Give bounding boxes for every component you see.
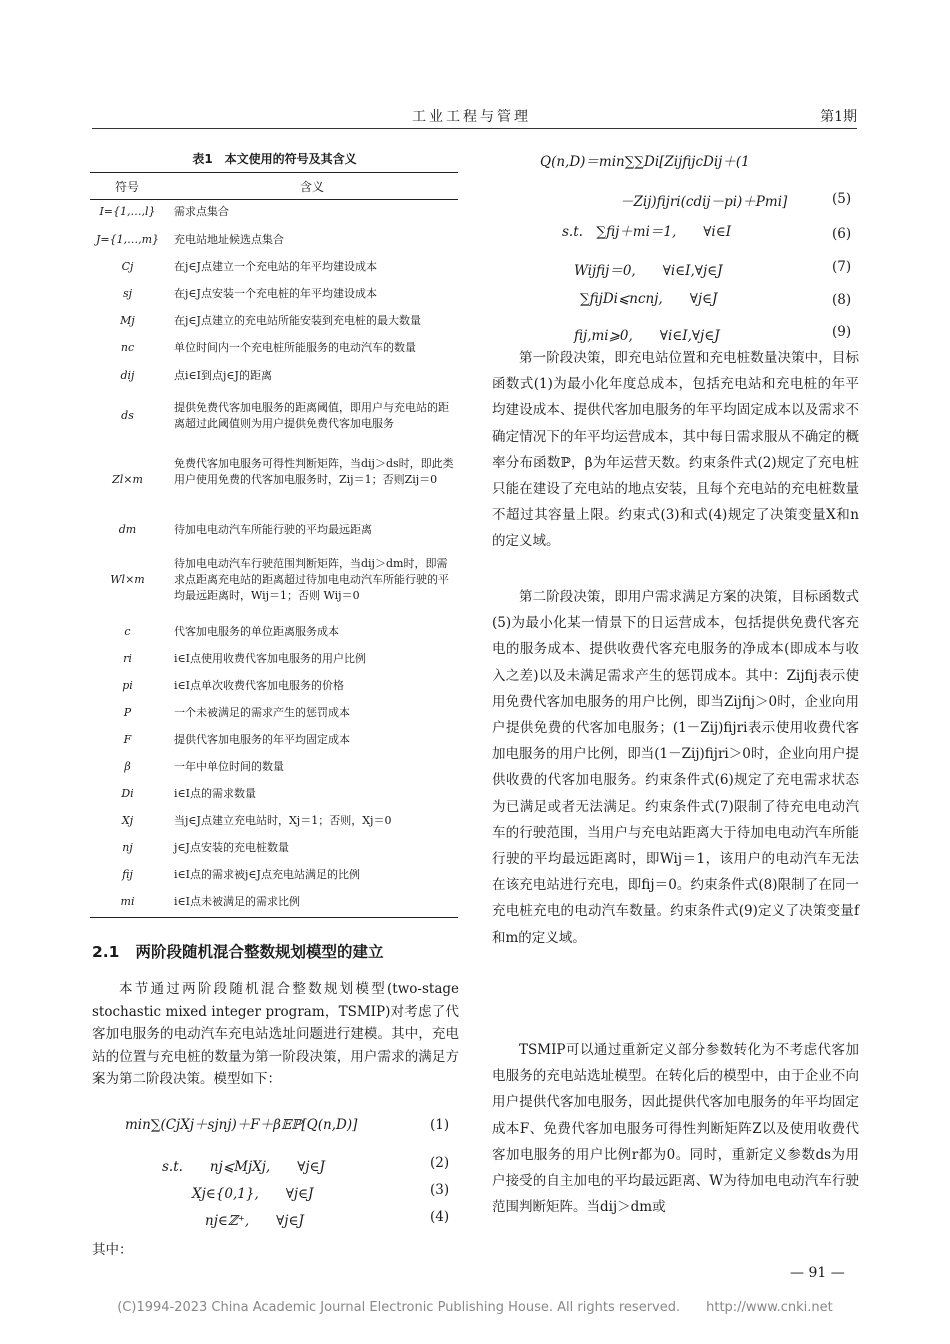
paragraph-tsmip: TSMIP可以通过重新定义部分参数转化为不考虑代客加电服务的充电站选址模型。在转化后的模型中，由于企业不向用户提供代客加电服务，因此提供代客加电服务的年平均固定成本F、免费代客加电服务可得性判断矩阵Z以及使用收费代客加电服务的用户比例r都为0。同时，重新定义参数ds为用户接受的自主加电的平均最远距离、W为待加电电动汽车行驶范围判断矩阵。当dij＞dm或 (492, 1042, 859, 1216)
equation-3: Xj∈{0,1}, ∀j∈J (192, 1186, 314, 1202)
symbol-cell: Di (121, 787, 134, 800)
equation-4: nj∈ℤ⁺, ∀j∈J (205, 1213, 304, 1229)
table-caption: 表1 本文使用的符号及其含义 (192, 152, 357, 166)
symbol-cell: mi (120, 895, 135, 908)
equation-label: (8) (832, 292, 852, 308)
equation-6: s.t. ∑fij＋mi＝1, ∀i∈I (562, 224, 732, 240)
copyright-footer: (C)1994-2023 China Academic Journal Electronic Publishing House. All rights reserved. http://www.cnki.net (117, 1300, 833, 1315)
symbol-cell: F (123, 733, 132, 746)
meaning-cell: i∈I点的需求数量 (174, 787, 257, 800)
table-header-meaning: 含义 (300, 180, 325, 194)
meaning-cell: 在j∈J点建立一个充电站的年平均建设成本 (174, 260, 377, 273)
symbol-cell: P (123, 706, 132, 719)
equation-label: (3) (430, 1182, 450, 1198)
symbol-cell: β (124, 760, 131, 773)
meaning-cell: 点i∈I到点j∈J的距离 (174, 369, 272, 382)
meaning-cell: 一年中单位时间的数量 (174, 760, 284, 773)
meaning-cell: 代客加电服务的单位距离服务成本 (174, 625, 339, 638)
symbol-cell: I={1,…,l} (99, 205, 156, 218)
meaning-cell: 免费代客加电服务可得性判断矩阵，当dij＞ds时，即此类用户使用免费的代客加电服务时，Zij＝1；否则Zij＝0 (174, 457, 454, 486)
table-top-rule (90, 172, 458, 173)
paragraph-stage-two: 第二阶段决策，即用户需求满足方案的决策，目标函数式(5)为最小化某一情景下的日运营成本，包括提供免费代客充电的服务成本、提供收费代客充电服务的净成本(即成本与收入之差)以及未满足需求产生的惩罚成本。其中：Zijfij表示使用免费代客加电服务的用户比例，即当Zijfij＞0时，企业向用户提供免费的代客加电服务；(1－Zij)fijri表示使用收费代客加电服务的用户比例，即当(1－Zij)fijri＞0时，企业向用户提供收费的代客加电服务。约束条件式(6)规定了充电需求状态为已满足或者无法满足。约束条件式(7)限制了待充电电动汽车的行驶范围，当用户与充电站距离大于待加电电动汽车所能行驶的平均最远距离时，即Wij＝1，该用户的电动汽车无法在该充电站进行充电，即fij＝0。约束条件式(8)限制了在同一充电桩充电的电动汽车数量。约束条件式(9)定义了决策变量f和m的定义域。 (492, 589, 859, 946)
header-rule (92, 128, 857, 129)
meaning-cell: 在j∈J点安装一个充电桩的年平均建设成本 (174, 287, 377, 300)
table-bottom-rule (90, 917, 458, 918)
meaning-cell: 需求点集合 (174, 205, 229, 218)
meaning-cell: 待加电电动汽车所能行驶的平均最远距离 (174, 523, 372, 536)
symbol-cell: fij (122, 868, 133, 881)
running-header (92, 106, 857, 128)
meaning-cell: 在j∈J点建立的充电站所能安装到充电桩的最大数量 (174, 314, 421, 327)
equation-9: fij,mi⩾0, ∀i∈I,∀j∈J (574, 328, 720, 344)
symbol-cell: dm (118, 523, 137, 536)
equation-label: (1) (430, 1117, 450, 1133)
symbol-cell: c (124, 625, 131, 638)
meaning-cell: 一个未被满足的需求产生的惩罚成本 (174, 706, 350, 719)
equation-label: (7) (832, 259, 852, 275)
symbol-cell: sj (122, 287, 133, 300)
journal-name: 工业工程与管理 (412, 109, 531, 125)
table-header-symbol: 符号 (115, 180, 140, 194)
qizhong-label: 其中： (92, 1242, 133, 1258)
paragraph-stage-one: 第一阶段决策，即充电站位置和充电桩数量决策中，目标函数式(1)为最小化年度总成本，包括充电站和充电桩的年平均建设成本、提供代客加电服务的年平均固定成本以及需求不确定情况下的年平均运营成本，其中每日需求服从不确定的概率分布函数ℙ，β为年运营天数。约束条件式(2)规定了充电桩只能在建设了充电站的地点安装，且每个充电站的充电桩数量不超过其容量上限。约束式(3)和式(4)规定了决策变量X和n的定义域。 (492, 350, 859, 550)
meaning-cell: 提供代客加电服务的年平均固定成本 (174, 733, 350, 746)
meaning-cell: 提供免费代客加电服务的距离阈值，即用户与充电站的距离超过此阈值则为用户提供免费代客加电服务 (174, 401, 449, 430)
symbol-cell: Xj (121, 814, 134, 827)
equation-label: (9) (832, 324, 852, 340)
equation-label: (4) (430, 1209, 450, 1225)
meaning-cell: j∈J点安装的充电桩数量 (174, 841, 289, 854)
equation-5b: －Zij)fijri(cdij－pi)＋Pmi] (620, 194, 788, 210)
meaning-cell: 单位时间内一个充电桩所能服务的电动汽车的数量 (174, 341, 416, 354)
meaning-cell: i∈I点的需求被j∈J点充电站满足的比例 (174, 868, 360, 881)
table-header-rule (90, 199, 458, 200)
meaning-cell: i∈I点未被满足的需求比例 (174, 895, 301, 908)
section-title: 两阶段随机混合整数规划模型的建立 (135, 943, 384, 961)
symbol-cell: Zl×m (112, 473, 143, 486)
meaning-cell: i∈I点单次收费代客加电服务的价格 (174, 679, 345, 692)
equation-label: (2) (430, 1155, 450, 1171)
symbol-cell: J={1,…,m} (95, 233, 160, 246)
equation-label: (5) (832, 191, 852, 207)
page-number: — 91 — (790, 1265, 845, 1281)
symbol-cell: dij (120, 369, 135, 382)
symbol-cell: ri (123, 652, 132, 665)
symbol-cell: Wl×m (110, 573, 145, 586)
equation-2: s.t. nj⩽MjXj, ∀j∈J (162, 1159, 325, 1175)
equation-label: (6) (832, 226, 852, 242)
section-heading (92, 940, 383, 962)
symbol-cell: nc (120, 341, 135, 354)
section-number: 2.1 (92, 943, 120, 961)
meaning-cell: 待加电电动汽车行驶范围判断矩阵，当dij＞dm时，即需求点距离充电站的距离超过待加电电动汽车所能行驶的平均最远距离时，Wij＝1；否则 Wij＝0 (174, 557, 449, 602)
meaning-cell: 当j∈J点建立充电站时，Xj＝1；否则，Xj＝0 (174, 814, 392, 827)
meaning-cell: i∈I点使用收费代客加电服务的用户比例 (174, 652, 367, 665)
issue-number: 第1期 (820, 109, 857, 125)
equation-1: min∑(CjXj＋sjnj)＋F＋β𝔼ℙ[Q(n,D)] (125, 1117, 358, 1133)
equation-7: Wijfij＝0, ∀i∈I,∀j∈J (574, 263, 723, 279)
equation-5a: Q(n,D)＝min∑∑Di[ZijfijcDij＋(1 (540, 154, 750, 170)
equation-8: ∑fijDi⩽ncnj, ∀j∈J (580, 291, 718, 307)
symbol-cell: nj (122, 841, 133, 854)
symbol-cell: Mj (120, 314, 135, 327)
meaning-cell: 充电站地址候选点集合 (174, 233, 284, 246)
symbol-cell: Cj (121, 260, 134, 273)
symbol-cell: ds (121, 409, 134, 422)
intro-paragraph: 本节通过两阶段随机混合整数规划模型(two-stage stochastic mixed integer program，TSMIP)对考虑了代客加电服务的电动汽车充电站选址问题进行建模。其中，充电站的位置与充电桩的数量为第一阶段决策，用户需求的满足方案为第二阶段决策。模型如下： (92, 981, 459, 1087)
symbol-cell: pi (122, 679, 133, 692)
